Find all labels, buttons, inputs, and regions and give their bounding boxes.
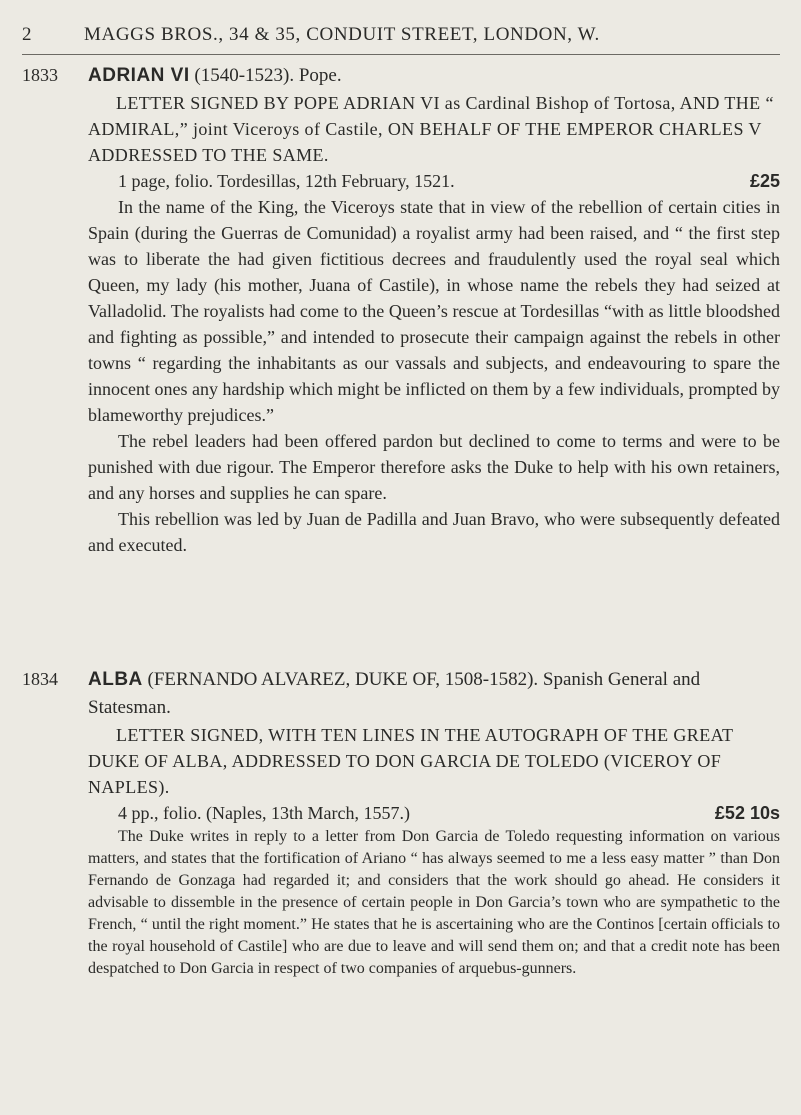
lot-collation [88,168,780,194]
lot-paragraph: The Duke writes in reply to a letter from Don Garcia de Toledo requesting information on various matters, and states that the fortification of Ariano “ has always seemed to me a less easy matter ” than Don Fernando de Gonzaga had regarded it; and considers that the work should go ahead. He considers it advisable to dissemble in the presence of certain people in Don Garcia’s town who are sympathetic to the French, “ until the right moment.” He states that he is ascertaining who are the Continos [certain officials to the royal household of Castile] who are due to leave and will send them on; and that a credit note has been despatched to Don Garcia in respect of two companies of arquebus-gunners. [88,828,780,977]
lot-name: ADRIAN VI [88,65,190,86]
lot-price: £52 10s [714,803,780,823]
lot-name: ALBA [88,669,143,690]
lot-paragraph: The rebel leaders had been offered pardon but declined to come to terms and were to be punished with due rigour. The Emperor therefore asks the Duke to help with his own retainers, and any horses and supplies he can spare. [88,431,780,503]
running-head: MAGGS BROS., 34 & 35, CONDUIT STREET, LONDON, W. [84,24,600,45]
lot-description-heading: LETTER SIGNED, WITH TEN LINES IN THE AUTOGRAPH OF THE GREAT DUKE OF ALBA, ADDRESSED TO DON GARCIA DE TOLEDO (VICEROY OF NAPLES). [88,725,734,797]
lot-price: £25 [749,171,780,191]
header-rule [22,54,780,55]
lot-physical-details: 1 page, folio. Tordesillas, 12th February, 1521. [118,171,455,191]
lot-collation [88,800,780,826]
lot-title-rest: (1540-1523). Pope. [194,65,342,86]
lot-description-heading: LETTER SIGNED BY POPE ADRIAN VI as Cardinal Bishop of Tortosa, AND THE “ ADMIRAL,” joint Viceroys of Castile, ON BEHALF OF THE EMPEROR CHARLES V ADDRESSED TO THE SAME. [88,93,774,165]
lot-number: 1834 [22,669,58,689]
lot-paragraph: This rebellion was led by Juan de Padilla and Juan Bravo, who were subsequently defeated and executed. [88,509,780,555]
lot-title [88,666,780,722]
page-number: 2 [22,24,32,45]
lot-paragraph: In the name of the King, the Viceroys state that in view of the rebellion of certain cities in Spain (during the Guerras de Comunidad) a royalist army had been raised, and “ the first step was to liberate the had given fictitious decrees and fraudulently used the royal seal which Queen, my lady (his mother, Juana of Castile), in whose name the rebels they had seized at Valladolid. The royalists had come to the Queen’s rescue at Tordesillas “with as little bloodshed and fighting as possible,” and intended to prosecute their campaign against the rebels in other towns “ regarding the inhabitants as our vassals and subjects, and endeavouring to spare the innocent ones any hardship which might be inflicted on them by a few individuals, prompted by blameworthy prejudices.” [88,197,780,425]
lot-number: 1833 [22,65,58,85]
page-header [22,20,782,52]
lot-title-rest: (FERNANDO ALVAREZ, DUKE OF, 1508-1582). Spanish General and Statesman. [88,669,701,718]
lot-title [88,62,780,90]
lot-physical-details: 4 pp., folio. (Naples, 13th March, 1557.) [118,803,410,823]
